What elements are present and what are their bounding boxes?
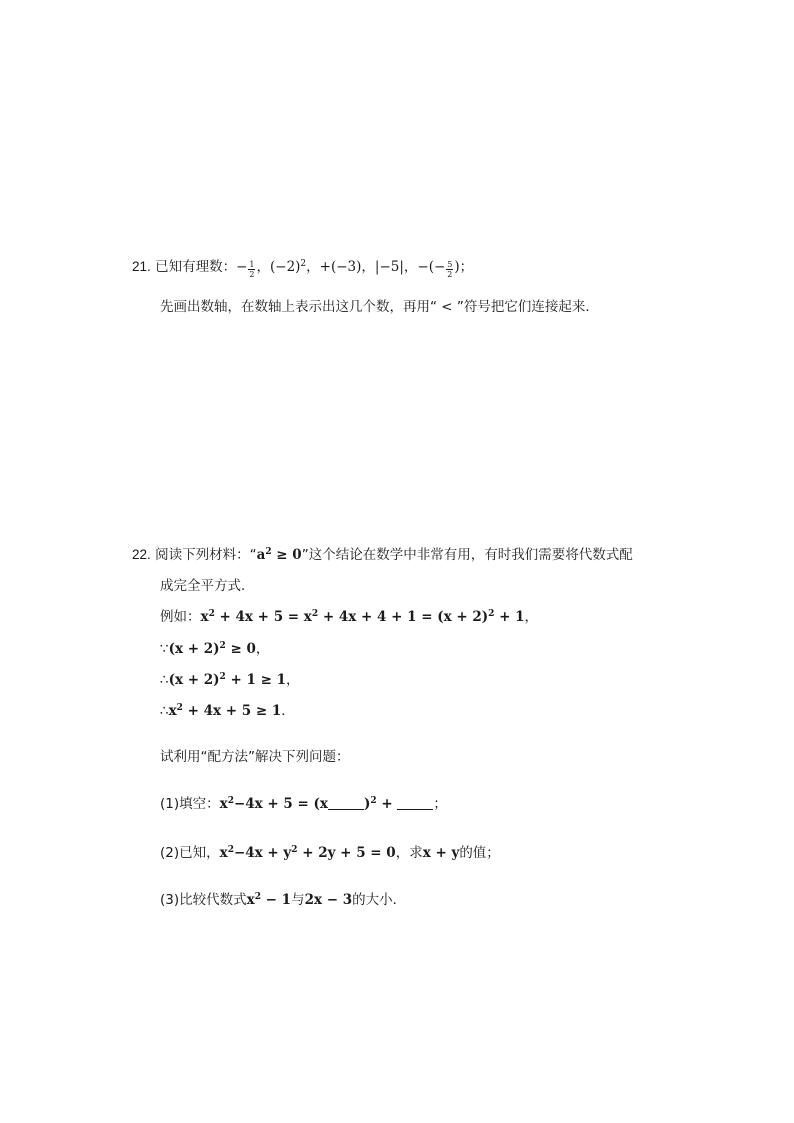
part2-label: (2)已知， [160,845,220,861]
therefore-symbol: ∴ [160,672,169,688]
q22-l1-math: a [256,547,266,563]
q22-line2: 成完全平方式． [160,578,255,594]
exp: 2 [488,609,495,619]
math: + 4x + 4 + 1 = (x + 2) [318,609,489,625]
q21-sep: ， [306,259,320,275]
exp: 2 [370,796,377,806]
text: ，求 [395,845,423,861]
part1-label: (1)填空： [160,796,220,812]
part3-label: (3)比较代数式 [160,892,247,908]
q22-example-line [160,608,538,626]
exp: 2 [311,609,319,619]
q22-l1-math2: ≥ 0 [271,547,302,563]
math: (x + 2) [168,672,220,688]
q21-fraction-2-num: 5 [447,260,453,269]
q21-item2: (−2) [269,259,301,275]
exp: 2 [227,796,234,806]
exp: 2 [291,845,298,855]
q21-fraction-2-den: 2 [447,270,453,279]
math: + 2y + 5 = 0 [297,845,396,861]
answer-blank-2[interactable] [397,796,433,810]
math: −4x + y [233,845,292,861]
math: x [200,609,209,625]
q21-fraction-1-den: 2 [249,270,255,279]
text: 与 [291,892,305,908]
q21-line2: 先画出数轴，在数轴上表示出这几个数，再用“ < ”符号把它们连接起来． [160,299,599,315]
q21-item2-exp: 2 [300,259,307,269]
q21-fraction-1 [248,260,255,279]
math: ≥ 0 [225,641,256,657]
because-symbol: ∵ [160,641,169,657]
punct: ； [433,796,447,812]
math: x [219,845,228,861]
q21-item5-prefix: −(− [417,259,446,275]
q22-therefore-line-1 [160,671,300,689]
math: + 1 [494,609,525,625]
q21-item3: +(−3) [319,259,362,275]
q21-number: 21. [132,259,151,274]
math: x [219,796,228,812]
q21-item5-suffix: ) [454,259,460,275]
punct: ， [255,641,270,657]
punct: ， [524,609,539,625]
math: x [168,703,177,719]
q21-fraction-1-num: 1 [249,260,255,269]
q22-line1 [132,546,633,564]
q22-l1-text: 阅读下列材料：“ [155,547,257,563]
q21-sep: ， [256,259,270,275]
math: + [376,796,398,812]
q21-intro: 已知有理数： [155,259,237,275]
punct: ， [286,672,300,688]
math: 2x − 3 [304,892,353,908]
q22-l1-exp: 2 [265,547,272,557]
q22-instruction: 试利用“配方法”解决下列问题： [160,749,350,765]
exp: 2 [227,845,234,855]
q22-l1-text2: ”这个结论在数学中非常有用，有时我们需要将代数式配 [301,547,633,563]
q22-therefore-line-2 [160,702,295,720]
q21-item1-sign: − [236,259,248,275]
exp: 2 [219,641,226,651]
text: 的大小． [352,892,407,908]
math: − 1 [260,892,292,908]
q21-sep: ， [403,259,418,275]
q21-sep: ， [361,259,375,275]
math: + 4x + 5 = x [214,609,312,625]
math: x + y [422,845,460,861]
punct: ． [281,703,295,719]
exp: 2 [254,892,261,902]
text: 的值； [459,845,500,861]
q22-part3 [160,891,406,909]
math: (x + 2) [168,641,220,657]
exp: 2 [208,609,215,619]
q22-part1 [160,795,447,813]
q21-end: ； [459,259,474,275]
q22-part2 [160,844,500,862]
q22-example-label: 例如： [160,609,201,625]
q21-fraction-2 [446,260,453,279]
exp: 2 [219,672,226,682]
q21-item4: |−5| [374,259,404,275]
math: ) [363,796,371,812]
math: + 1 ≥ 1 [225,672,287,688]
q22-because-line [160,640,269,658]
answer-blank-1[interactable] [328,796,364,810]
math: x [246,892,255,908]
q21-line1 [132,258,473,279]
math: −4x + 5 = (x [233,796,328,812]
exp: 2 [176,703,183,713]
q22-number: 22. [132,547,151,562]
therefore-symbol: ∴ [160,703,169,719]
math: + 4x + 5 ≥ 1 [182,703,282,719]
